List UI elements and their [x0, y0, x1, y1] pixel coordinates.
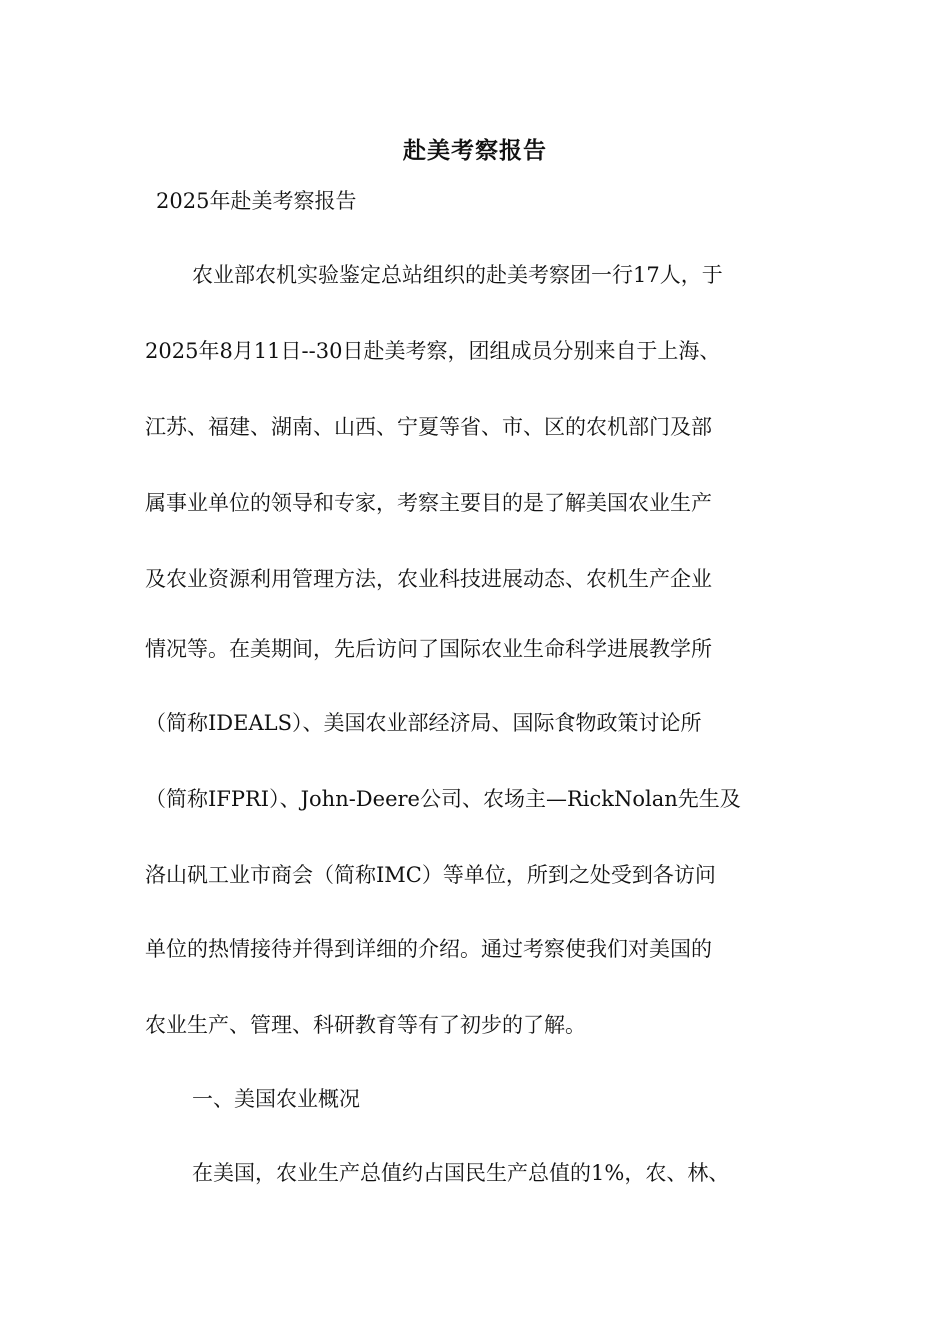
- paragraph-line: 2025年8月11日--30日赴美考察，团组成员分别来自于上海、: [145, 339, 721, 363]
- paragraph-line: 农业生产、管理、科研教育等有了初步的了解。: [145, 1013, 586, 1037]
- paragraph-line: （简称IDEALS）、美国农业部经济局、国际食物政策讨论所: [145, 711, 702, 735]
- paragraph-line: 及农业资源利用管理方法，农业科技进展动态、农机生产企业: [145, 567, 712, 591]
- section-heading: 一、美国农业概况: [192, 1087, 360, 1111]
- paragraph-line: （简称IFPRI）、John-Deere公司、农场主—RickNolan先生及: [145, 787, 741, 811]
- paragraph-line: 在美国，农业生产总值约占国民生产总值的1%，农、林、: [192, 1161, 730, 1185]
- paragraph-line: 洛山矾工业市商会（简称IMC）等单位，所到之处受到各访问: [145, 863, 716, 887]
- document-title: 赴美考察报告: [403, 137, 547, 164]
- document-subtitle: 2025年赴美考察报告: [156, 189, 357, 213]
- paragraph-line: 属事业单位的领导和专家，考察主要目的是了解美国农业生产: [145, 491, 712, 515]
- paragraph-line: 农业部农机实验鉴定总站组织的赴美考察团一行17人，于: [192, 263, 723, 287]
- paragraph-line: 单位的热情接待并得到详细的介绍。通过考察使我们对美国的: [145, 937, 712, 961]
- paragraph-line: 情况等。在美期间，先后访问了国际农业生命科学进展教学所: [145, 637, 712, 661]
- paragraph-line: 江苏、福建、湖南、山西、宁夏等省、市、区的农机部门及部: [145, 415, 712, 439]
